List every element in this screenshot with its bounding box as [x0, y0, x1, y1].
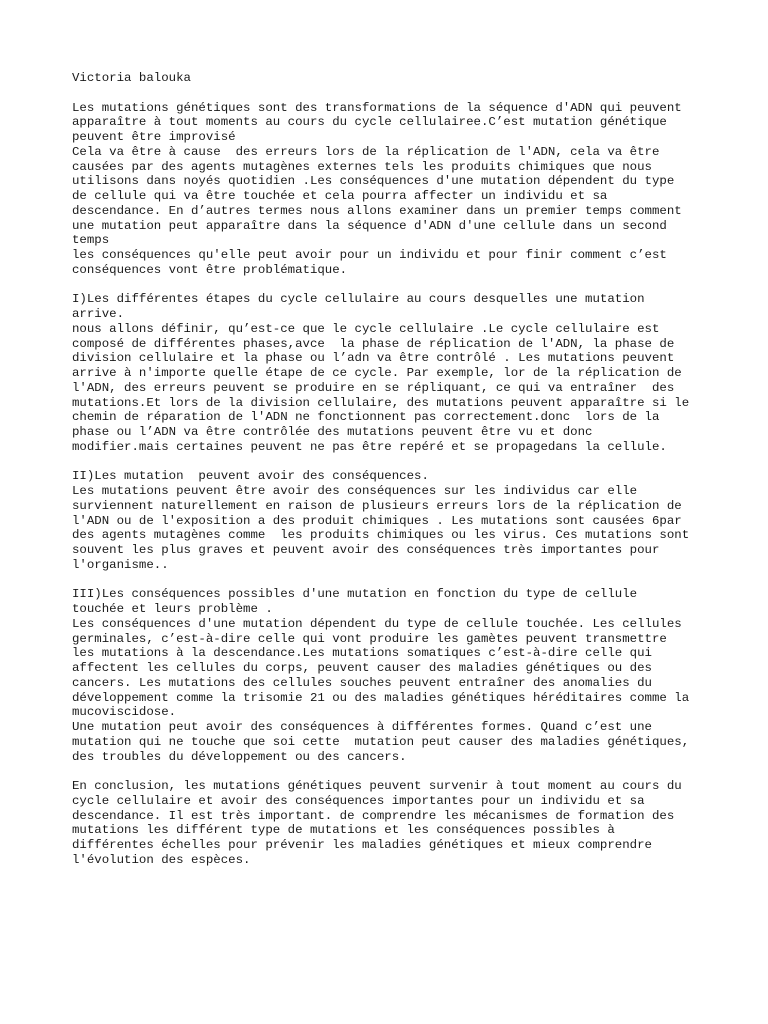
text-line: causées par des agents mutagènes externes tels les produits chimiques que nous — [72, 159, 652, 174]
text-line: l'évolution des espèces. — [72, 852, 251, 867]
text-line: conséquences vont être problématique. — [72, 262, 348, 277]
paragraph — [72, 292, 732, 454]
text-line: Cela va être à cause des erreurs lors de la réplication de l'ADN, cela va être — [72, 144, 660, 159]
text-line: l'organisme.. — [72, 557, 169, 572]
text-line: Une mutation peut avoir des conséquences à différentes formes. Quand c’est une — [72, 720, 652, 734]
text-line: III)Les conséquences possibles d'une mutation en fonction du type de cellule — [72, 587, 638, 602]
text-line: mutations les différent type de mutations et les conséquences possibles à — [72, 823, 615, 838]
text-line: mutation qui ne touche que soi cette mutation peut causer des maladies génétiques, — [72, 734, 690, 749]
text-line: germinales, c’est-à-dire celle qui vont produire les gamètes peuvent transmettre — [72, 631, 667, 646]
text-line: l'ADN, des erreurs peuvent se produire en se répliquant, ce qui va entraîner des — [72, 380, 675, 395]
text-line: En conclusion, les mutations génétiques peuvent survenir à tout moment au cours du — [72, 779, 682, 793]
text-line: Les mutations peuvent être avoir des conséquences sur les individus car elle — [72, 484, 638, 498]
paragraph — [72, 587, 732, 764]
text-line: de cellule qui va être touchée et cela pourra affecter un individu et sa — [72, 189, 608, 203]
paragraph — [72, 779, 732, 868]
text-line: des agents mutagènes comme les produits chimiques ou les virus. Ces mutations sont — [72, 528, 690, 543]
text-line: différentes échelles pour prévenir les maladies génétiques et mieux comprendre — [72, 838, 652, 852]
text-line: les conséquences qu'elle peut avoir pour un individu et pour finir comment c’est — [72, 248, 667, 262]
text-line: Les conséquences d'une mutation dépendent du type de cellule touchée. Les cellules — [72, 616, 682, 631]
text-line: descendance. Il est très important. de comprendre les mécanismes de formation des — [72, 808, 675, 823]
text-line: surviennent naturellement en raison de plusieurs erreurs lors de la réplication de — [72, 498, 682, 513]
text-line: II)Les mutation peuvent avoir des conséquences. — [72, 469, 429, 484]
text-line: descendance. En d’autres termes nous allons examiner dans un premier temps comment — [72, 203, 682, 218]
paragraph — [72, 101, 732, 278]
text-line: l'ADN ou de l'exposition a des produit chimiques . Les mutations sont causées 6par — [72, 513, 682, 528]
text-line: composé de différentes phases,avce la phase de réplication de l'ADN, la phase de — [72, 336, 675, 351]
text-line: chemin de réparation de l'ADN ne fonctionnent pas correctement.donc lors de la — [72, 410, 660, 425]
text-line: affectent les cellules du corps, peuvent causer des maladies génétiques ou des — [72, 661, 652, 675]
text-line: souvent les plus graves et peuvent avoir des conséquences très importantes pour — [72, 543, 660, 557]
text-line: peuvent être improvisé — [72, 130, 236, 144]
text-line: touchée et leurs problème . — [72, 602, 273, 616]
text-line: apparaître à tout moments au cours du cycle cellulairee.C’est mutation génétique — [72, 115, 667, 130]
author-name: Victoria balouka — [72, 71, 191, 85]
paragraph-gap — [72, 573, 732, 588]
text-line: phase ou l’ADN va être contrôlée des mutations peuvent être vu et donc — [72, 425, 593, 439]
text-line: cycle cellulaire et avoir des conséquences importantes pour un individu et sa — [72, 793, 645, 808]
text-line: mucoviscidose. — [72, 705, 177, 720]
text-line: division cellulaire et la phase ou l’adn va être contrôlé . Les mutations peuvent — [72, 351, 675, 366]
paragraph-gap — [72, 86, 732, 101]
text-line: cancers. Les mutations des cellules souches peuvent entraîner des anomalies du — [72, 675, 652, 690]
text-line: des troubles du développement ou des cancers. — [72, 749, 407, 764]
text-line: modifier.mais certaines peuvent ne pas être repéré et se propagedans la cellule. — [72, 439, 667, 454]
paragraph-gap — [72, 278, 732, 293]
text-line: les mutations à la descendance.Les mutations somatiques c’est-à-dire celle qui — [72, 646, 652, 661]
text-line: I)Les différentes étapes du cycle cellulaire au cours desquelles une mutation — [72, 292, 645, 307]
text-line: utilisons dans noyés quotidien .Les conséquences d'une mutation dépendent du type — [72, 174, 675, 189]
text-line: arrive. — [72, 307, 125, 321]
document-page — [72, 71, 732, 868]
text-line: temps — [72, 233, 110, 248]
document-body — [72, 101, 732, 868]
text-line: Les mutations génétiques sont des transformations de la séquence d'ADN qui peuvent — [72, 100, 682, 115]
paragraph-gap — [72, 455, 732, 470]
text-line: arrive à n'importe quelle étape de ce cycle. Par exemple, lor de la réplication de — [72, 366, 682, 380]
text-line: mutations.Et lors de la division cellulaire, des mutations peuvent apparaître si le — [72, 395, 690, 410]
text-line: une mutation peut apparaître dans la séquence d'ADN d'une cellule dans un second — [72, 218, 667, 233]
text-line: développement comme la trisomie 21 ou des maladies génétiques héréditaires comme la — [72, 690, 690, 705]
paragraph-gap — [72, 764, 732, 779]
paragraph — [72, 469, 732, 572]
text-line: nous allons définir, qu’est-ce que le cycle cellulaire .Le cycle cellulaire est — [72, 321, 660, 336]
